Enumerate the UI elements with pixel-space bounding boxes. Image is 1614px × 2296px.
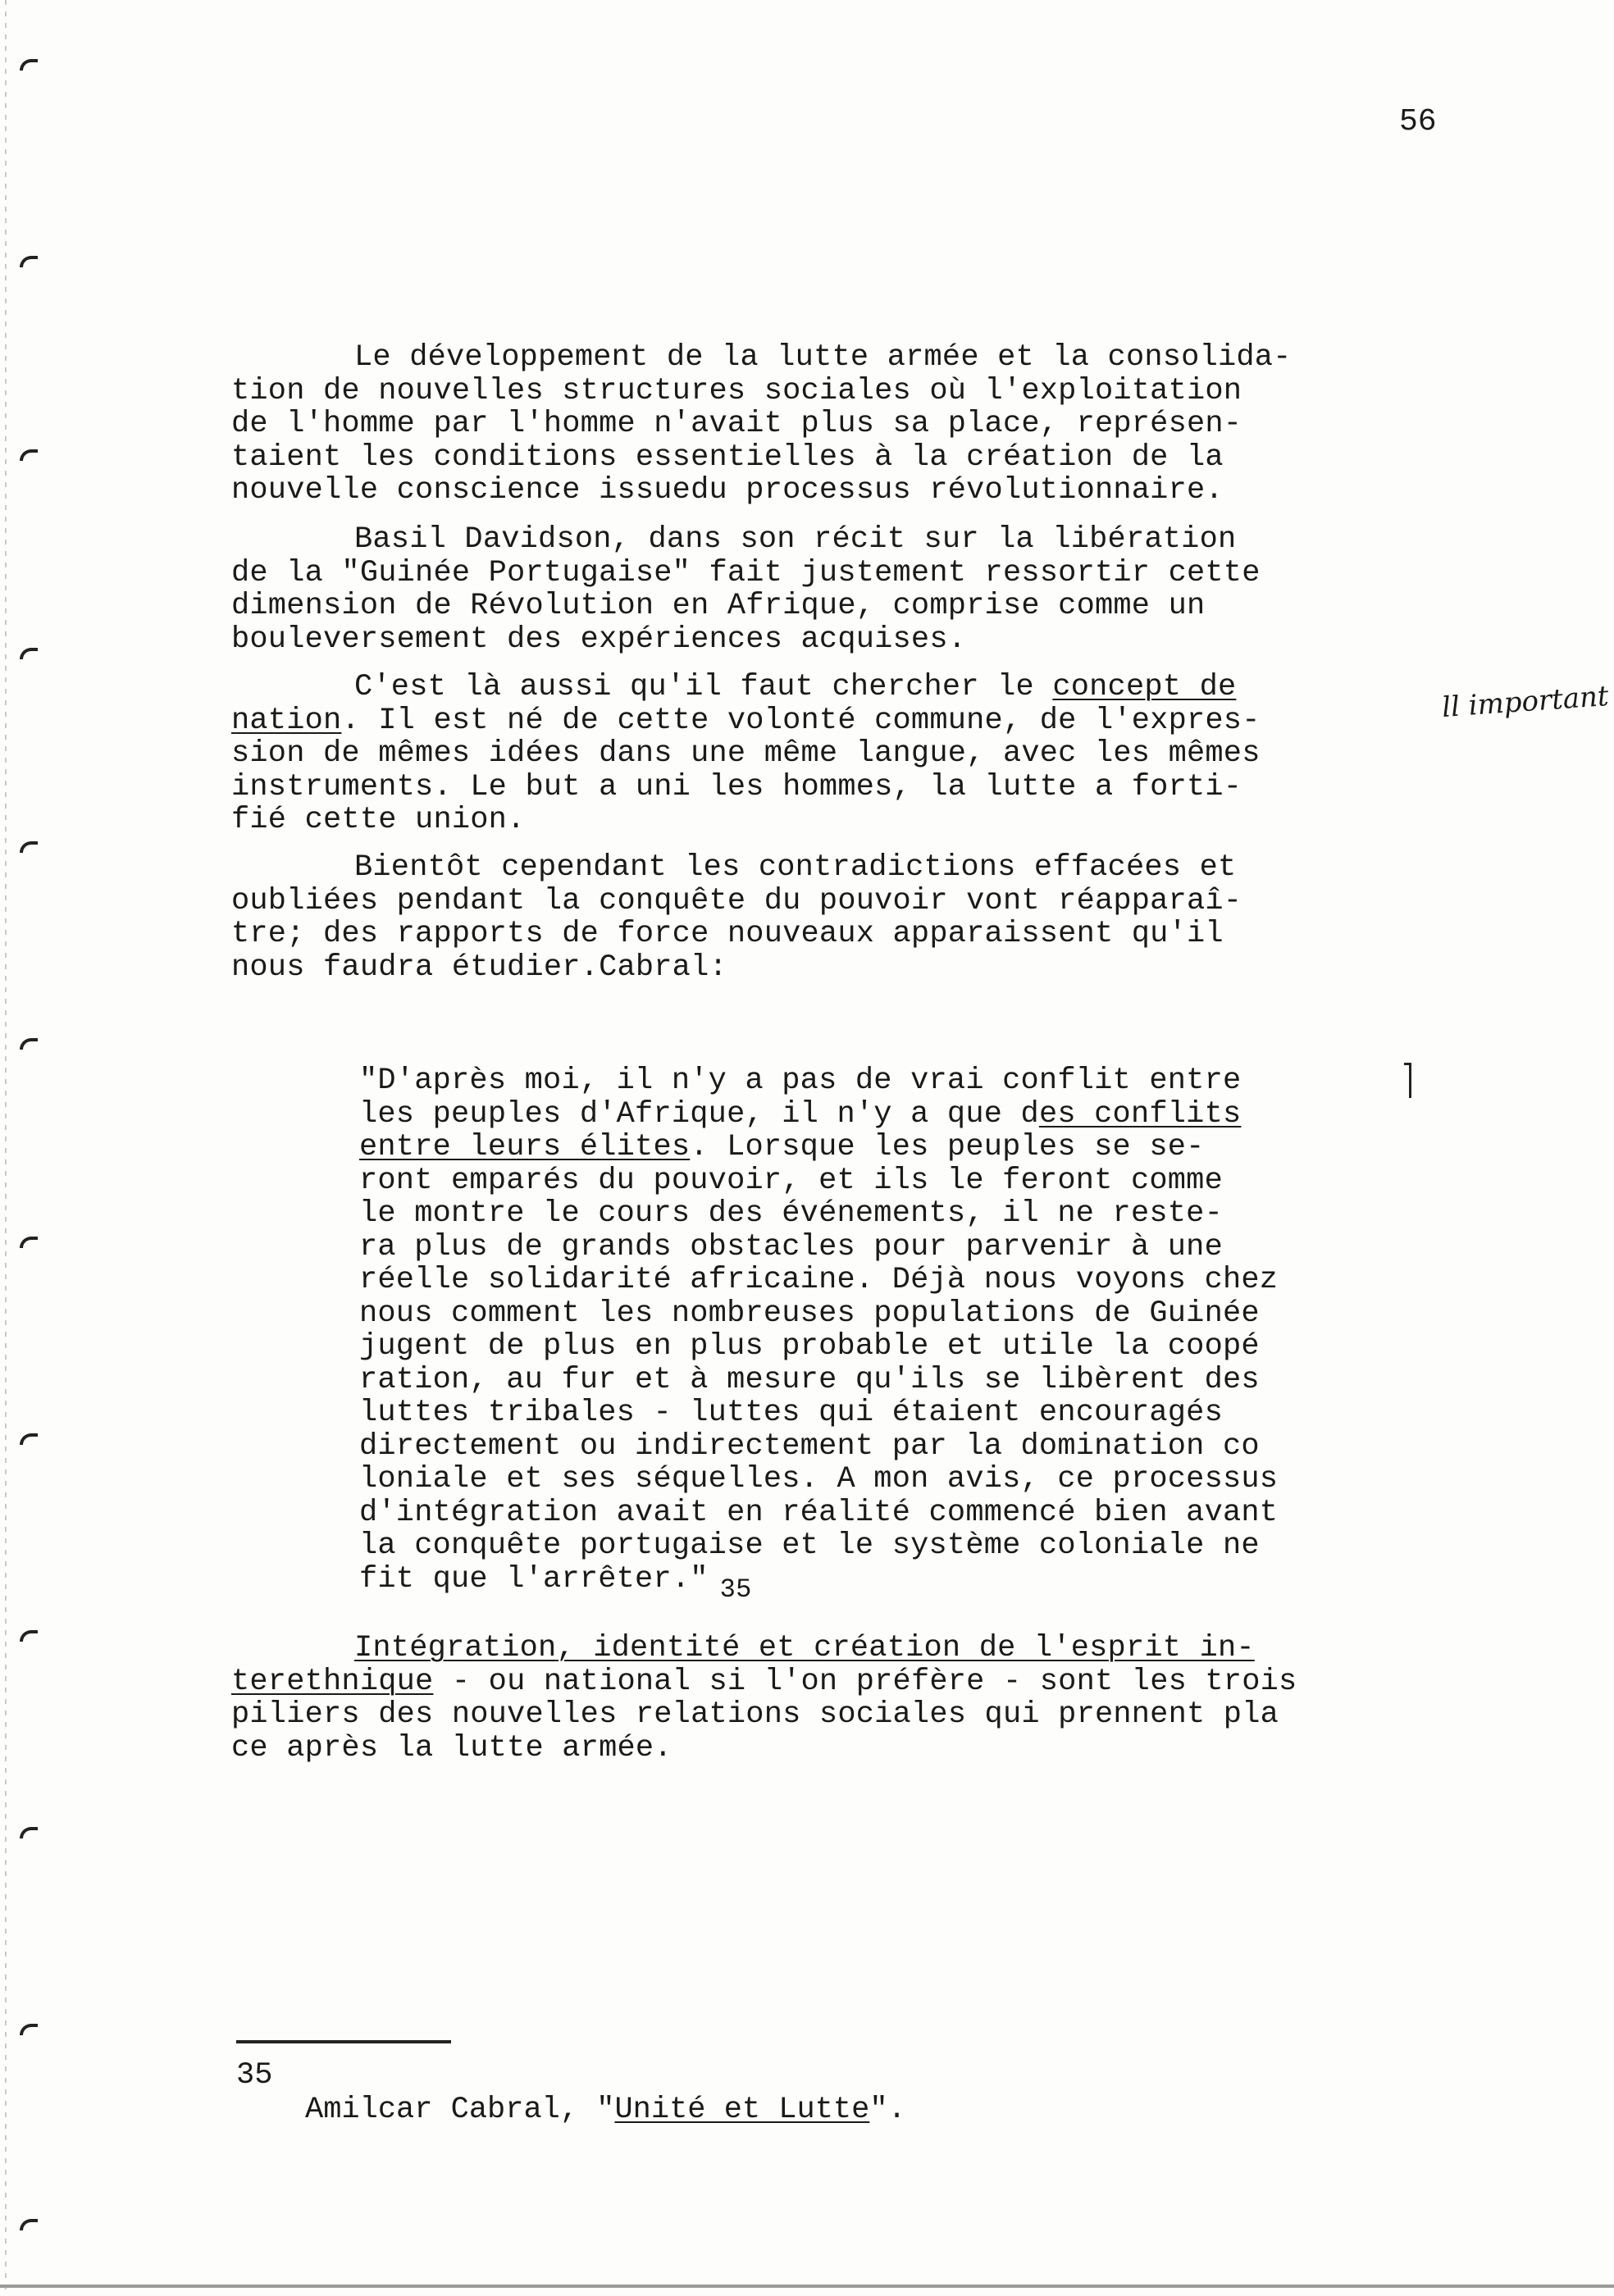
- text-line: Bientôt cependant les contradictions effacées et: [354, 850, 1237, 885]
- text-line: Le développement de la lutte armée et la consolida-: [354, 340, 1292, 375]
- binder-hole-icon: [20, 1630, 38, 1642]
- paragraph-3: [231, 671, 1511, 837]
- quote-line: directement ou indirectement par la domination co: [359, 1428, 1260, 1464]
- quote-line: loniale et ses séquelles. A mon avis, ce processus: [359, 1462, 1279, 1496]
- text-line: dimension de Révolution en Afrique, comprise comme un: [231, 589, 1206, 623]
- underlined-phrase: Intégration, identité et création de l'esprit in-: [354, 1631, 1255, 1665]
- quote-line: ront emparés du pouvoir, et ils le feront comme: [359, 1163, 1223, 1198]
- binder-hole-icon: [20, 1237, 38, 1248]
- text-line: [231, 1632, 1511, 1665]
- text-segment: les peuples d'Afrique, il n'y a que d: [359, 1096, 1039, 1132]
- text-segment: . Il est né de cette volonté commune, de l'expres-: [341, 703, 1261, 738]
- quote-line: la conquête portugaise et le système coloniale ne: [359, 1528, 1260, 1563]
- text-line: ce après la lutte armée.: [231, 1730, 672, 1765]
- binder-hole-icon: [20, 648, 38, 659]
- quote-line: nous comment les nombreuses populations de Guinée: [359, 1296, 1260, 1331]
- quote-line: le montre le cours des événements, il ne reste-: [359, 1196, 1223, 1231]
- quote-line: ra plus de grands obstacles pour parvenir à une: [359, 1229, 1223, 1264]
- text-line: sion de mêmes idées dans une même langue, avec les mêmes: [231, 736, 1261, 771]
- binder-hole-icon: [20, 59, 38, 71]
- text-line: oubliées pendant la conquête du pouvoir vont réapparaî-: [231, 883, 1242, 918]
- quote-line: ration, au fur et à mesure qu'ils se libèrent des: [359, 1362, 1260, 1397]
- text-line: [231, 704, 1511, 738]
- underlined-phrase: entre leurs élites: [359, 1130, 691, 1164]
- binder-hole-icon: [20, 1038, 38, 1050]
- text-segment: - ou national si l'on préfère - sont les trois: [433, 1664, 1297, 1699]
- text-line: tion de nouvelles structures sociales où l'exploitation: [231, 373, 1242, 408]
- text-line: fié cette union.: [231, 803, 526, 837]
- binder-hole-icon: [20, 841, 38, 853]
- quote-line: [359, 1561, 1450, 1605]
- binder-hole-icon: [20, 2024, 38, 2035]
- text-line: tre; des rapports de force nouveaux apparaissent qu'il: [231, 917, 1224, 951]
- text-line: [231, 1665, 1511, 1699]
- binder-hole-icon: [20, 449, 38, 461]
- text-segment: fit que l'arrêter.": [359, 1561, 709, 1597]
- binder-hole-icon: [20, 1433, 38, 1445]
- quote-line: réelle solidarité africaine. Déjà nous voyons chez: [359, 1263, 1279, 1297]
- page-bottom-edge: [0, 2285, 1614, 2288]
- footnote-divider: [236, 2040, 451, 2043]
- text-line: Basil Davidson, dans son récit sur la libération: [354, 522, 1237, 557]
- paragraph-5: [231, 1632, 1511, 1765]
- text-line: taient les conditions essentielles à la création de la: [231, 440, 1224, 475]
- text-line: nous faudra étudier.Cabral:: [231, 950, 727, 985]
- paragraph-1: [231, 341, 1511, 508]
- paragraph-4: [231, 851, 1511, 984]
- underlined-title: Unité et Lutte: [614, 2093, 870, 2127]
- text-line: instruments. Le but a uni les hommes, la lutte a forti-: [231, 769, 1242, 804]
- binder-hole-icon: [20, 256, 38, 267]
- footnote-text: [305, 2093, 906, 2127]
- quote-line: [359, 1098, 1450, 1132]
- quote-line: "D'après moi, il n'y a pas de vrai conflit entre: [359, 1064, 1242, 1098]
- footnote-number: 35: [236, 2058, 273, 2093]
- footnote-reference: 35: [719, 1574, 752, 1605]
- text-line: de l'homme par l'homme n'avait plus sa place, représen-: [231, 407, 1242, 441]
- quote-line: [359, 1131, 1450, 1164]
- underlined-phrase: es conflits: [1038, 1096, 1242, 1132]
- text-segment: ".: [869, 2093, 906, 2127]
- page-number: 56: [1399, 104, 1437, 139]
- paragraph-2: [231, 523, 1511, 656]
- binder-hole-icon: [20, 2219, 38, 2230]
- quote-line: luttes tribales - luttes qui étaient encouragés: [359, 1396, 1223, 1430]
- handwritten-margin-note: ll important: [1440, 679, 1610, 725]
- text-line: de la "Guinée Portugaise" fait justement ressortir cette: [231, 555, 1261, 590]
- text-segment: . Lorsque les peuples se se-: [690, 1130, 1205, 1164]
- text-line: nouvelle conscience issuedu processus révolutionnaire.: [231, 473, 1224, 508]
- text-line: bouleversement des expériences acquises.: [231, 622, 967, 657]
- text-segment: Amilcar Cabral, ": [305, 2093, 615, 2127]
- binder-hole-icon: [20, 1827, 38, 1838]
- quote-line: d'intégration avait en réalité commencé bien avant: [359, 1495, 1279, 1530]
- underlined-phrase: concept de: [1052, 670, 1237, 704]
- underlined-phrase: terethnique: [231, 1664, 434, 1699]
- text-line: piliers des nouvelles relations sociales qui prennent pla: [231, 1697, 1279, 1732]
- text-line: [231, 671, 1511, 704]
- underlined-phrase: nation: [231, 703, 342, 738]
- quote-line: jugent de plus en plus probable et utile la coopé: [359, 1329, 1260, 1364]
- block-quote: [359, 1064, 1450, 1605]
- page-left-edge: [5, 0, 7, 2296]
- text-segment: C'est là aussi qu'il faut chercher le: [354, 670, 1034, 704]
